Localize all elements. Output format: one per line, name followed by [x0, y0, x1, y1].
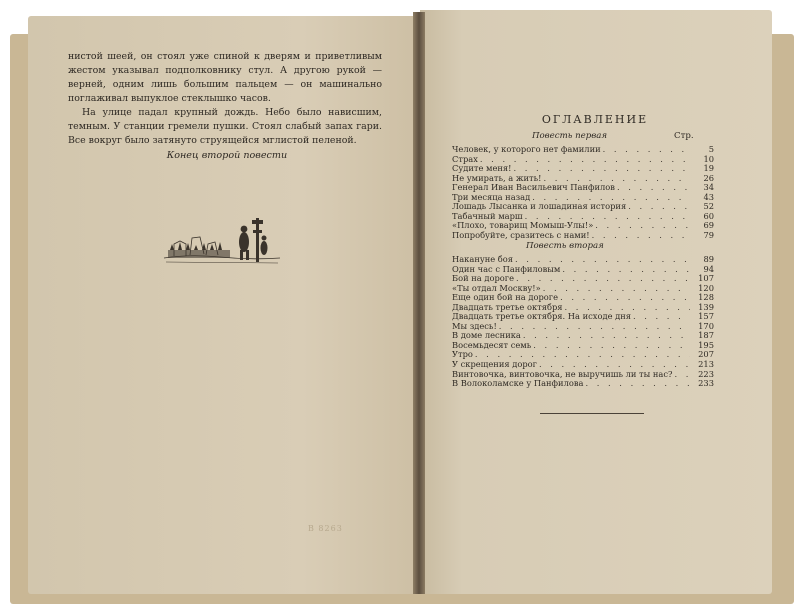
dot-leader	[674, 370, 690, 380]
paragraph: На улице падал крупный дождь. Небо было нависшим, темным. У станции гремели пушки. Стоял слабый запах гари. Все вокруг было затянуто струящейся мглистой пеленой.	[68, 107, 382, 146]
toc-entry-title: Бой на дороге	[452, 273, 515, 284]
dot-leader	[543, 284, 690, 294]
dot-leader	[516, 274, 690, 284]
toc-entry-title: В доме лесника	[452, 330, 521, 341]
dot-leader	[523, 331, 690, 341]
dot-leader	[499, 322, 690, 332]
page-column-label: Стр.	[674, 131, 694, 141]
toc-entry-page: 187	[698, 330, 714, 341]
section-heading: Повесть первая	[532, 131, 608, 141]
toc-list-second	[452, 255, 714, 389]
toc-entry-title: Мы здесь!	[452, 320, 497, 331]
toc-title: ОГЛАВЛЕНИЕ	[541, 113, 649, 126]
dot-leader	[628, 202, 690, 212]
toc-entry	[452, 341, 714, 351]
toc-entry-page: 94	[703, 263, 714, 274]
toc-entry-title: Двадцать третье октября	[452, 301, 563, 312]
toc-entry-page: 170	[698, 320, 714, 331]
toc-entry-title: Винтовочка, винтовочка, не выручишь ли ты нас?	[452, 368, 673, 379]
dot-leader	[592, 231, 690, 241]
toc-entry-page: 128	[698, 292, 714, 303]
toc-entry-page: 52	[703, 201, 714, 212]
toc-entry-page: 213	[698, 359, 714, 370]
toc-entry-title: Попробуйте, сразитесь с нами!	[452, 229, 590, 240]
toc-entry-page: 19	[703, 163, 714, 174]
toc-entry	[452, 231, 714, 241]
toc-entry-title: Человек, у которого нет фамилии	[452, 144, 601, 154]
toc-entry	[452, 145, 714, 155]
dot-leader	[560, 293, 690, 303]
toc-entry-page: 233	[698, 378, 714, 389]
toc-entry-title: В Волоколамске у Панфилова	[452, 378, 584, 389]
library-stamp: B 8263	[308, 524, 343, 533]
toc-entry-title: Утро	[452, 349, 473, 360]
toc-entry-title: «Ты отдал Москву!»	[452, 282, 541, 293]
toc-entry-page: 207	[698, 349, 714, 360]
toc-entry-page: 107	[698, 273, 714, 284]
toc-entry-page: 139	[698, 301, 714, 312]
toc-entry-title: Лошадь Лысанка и лошадиная история	[452, 201, 627, 212]
left-page-text	[68, 50, 382, 148]
toc-entry-title: Еще один бой на дороге	[452, 292, 559, 303]
dot-leader	[480, 155, 690, 165]
toc-entry-title: Три месяца назад	[452, 191, 531, 202]
toc-entry-page: 26	[703, 172, 714, 183]
book-spine-gutter	[413, 12, 425, 594]
toc-entry-title: Один час с Панфиловым	[452, 263, 561, 274]
toc-entry-page: 79	[703, 229, 714, 240]
toc-entry-page: 69	[703, 220, 714, 231]
dot-leader	[603, 145, 690, 155]
toc-entry-title: Накануне боя	[452, 254, 514, 264]
toc-entry-title: Восемьдесят семь	[452, 339, 532, 350]
toc-entry-title: Табачный марш	[452, 210, 523, 221]
dot-leader	[595, 221, 690, 231]
toc-entry-page: 43	[703, 191, 714, 202]
toc-entry	[452, 379, 714, 389]
toc-entry-page: 195	[698, 339, 714, 350]
war-scene-illustration	[160, 208, 284, 270]
dot-leader	[617, 183, 690, 193]
toc-entry-page: 223	[698, 368, 714, 379]
toc-entry-title: У скрещения дорог	[452, 359, 537, 370]
toc-entry-page: 120	[698, 282, 714, 293]
section-heading: Повесть вторая	[526, 241, 604, 251]
dot-leader	[585, 379, 690, 389]
divider-line	[540, 413, 644, 414]
toc-entry-page: 89	[703, 254, 714, 264]
toc-entry-title: Двадцать третье октября. На исходе дня	[452, 311, 631, 322]
toc-entry-title: «Плохо, товарищ Момыш-Улы!»	[452, 220, 594, 231]
toc-entry-title: Генерал Иван Васильевич Панфилов	[452, 182, 615, 193]
toc-list-first	[452, 145, 714, 240]
dot-leader	[533, 341, 690, 351]
toc-entry-page: 5	[708, 144, 714, 154]
toc-entry-page: 10	[703, 153, 714, 164]
toc-entry-page: 60	[703, 210, 714, 221]
dot-leader	[562, 265, 690, 275]
end-of-story-note: Конец второй повести	[166, 150, 288, 161]
toc-entry-title: Страх	[452, 153, 478, 164]
dot-leader	[633, 312, 690, 322]
toc-entry-page: 34	[703, 182, 714, 193]
toc-entry-title: Судите меня!	[452, 163, 512, 174]
toc-entry-title: Не умирать, а жить!	[452, 172, 542, 183]
paragraph: нистой шеей, он стоял уже спиной к дверям и приветливым жестом указывал подполковнику стул. А другою рукой — верней, одним лишь большим пальцем — он машинально поглаживал выпуклое стеклышко часов.	[68, 51, 382, 104]
toc-entry-page: 157	[698, 311, 714, 322]
